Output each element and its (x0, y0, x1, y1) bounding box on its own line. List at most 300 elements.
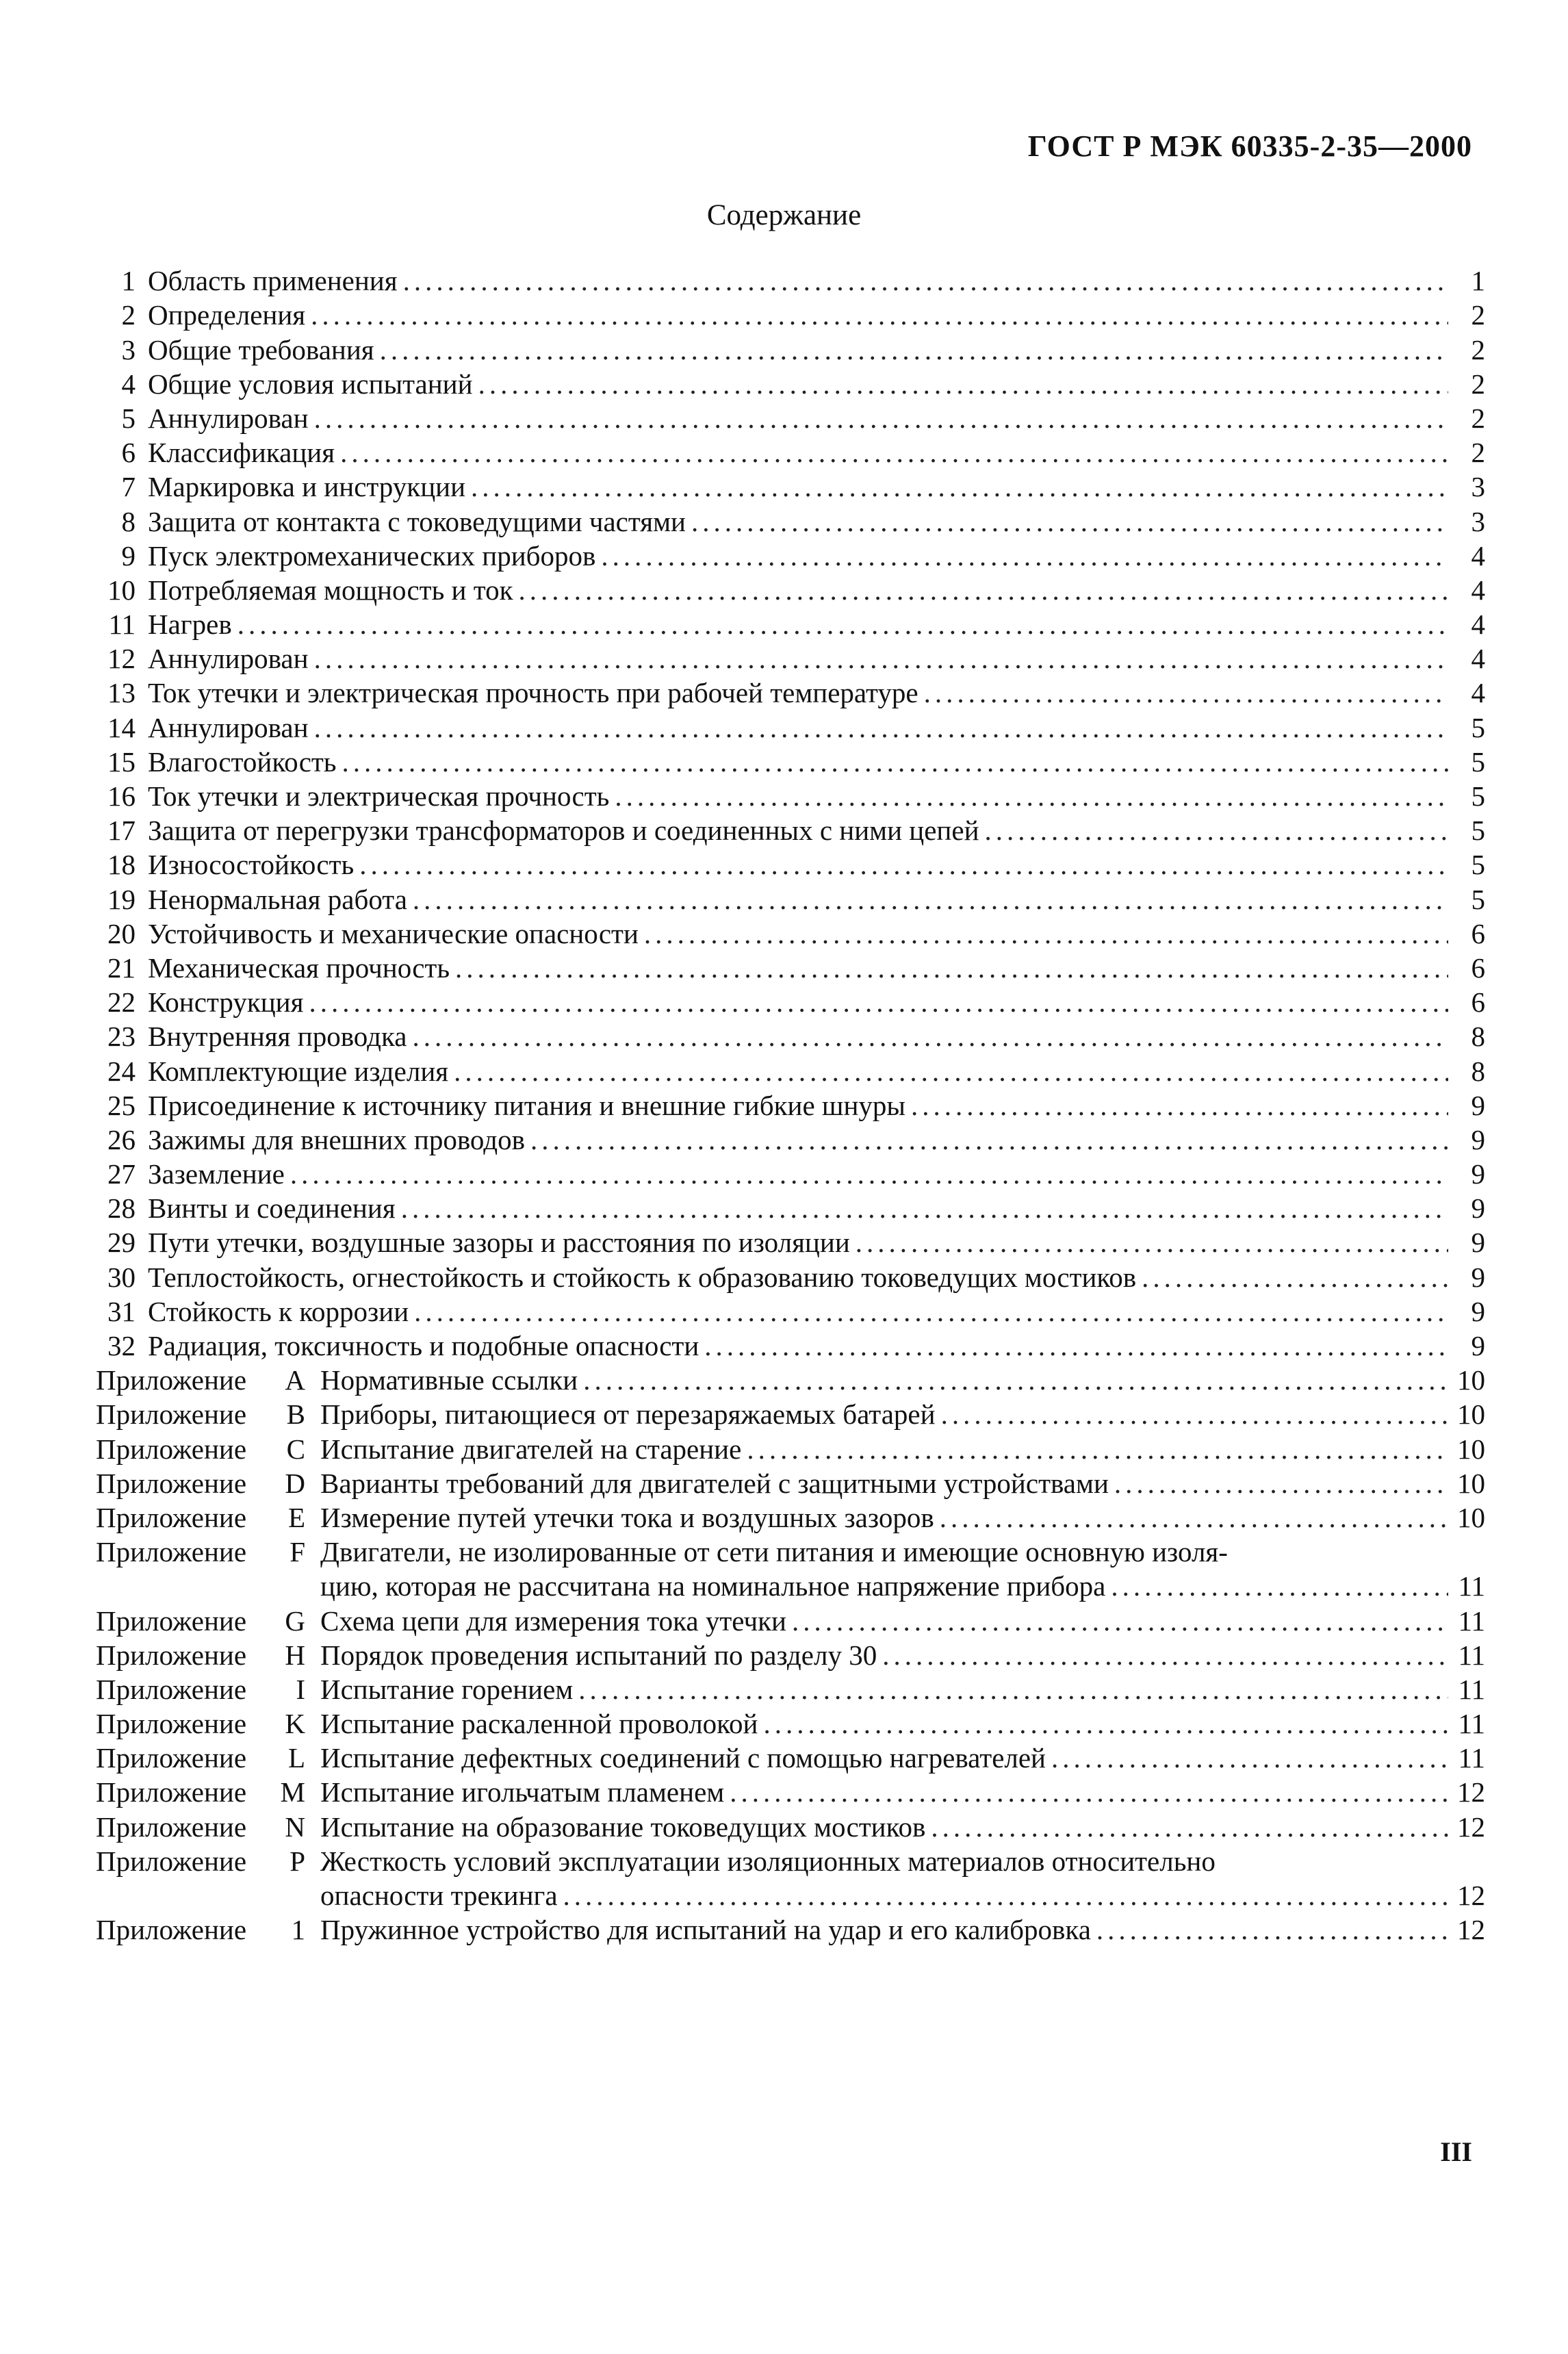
section-title: Защита от контакта с токоведущими частями (148, 505, 686, 537)
section-title: Ток утечки и электрическая прочность (148, 780, 610, 812)
annex-title: Испытание на образование токоведущих мостиков (320, 1811, 926, 1843)
toc-entry[interactable] (96, 1259, 1485, 1294)
entry-body (320, 1672, 1485, 1706)
dot-leader (699, 1329, 1448, 1363)
entry-body (320, 1466, 1485, 1500)
page-ref: 10 (1457, 1433, 1485, 1465)
page-ref: 10 (1457, 1501, 1485, 1533)
page-ref: 5 (1471, 883, 1485, 915)
dot-leader (936, 1397, 1448, 1431)
page-ref: 5 (1471, 745, 1485, 778)
dot-leader (1105, 1569, 1448, 1603)
toc-entry[interactable] (96, 401, 1485, 435)
dot-leader (758, 1706, 1448, 1741)
dot-leader (850, 1225, 1448, 1259)
section-number: 11 (108, 609, 136, 641)
dot-leader (918, 676, 1448, 710)
section-number: 31 (107, 1295, 136, 1327)
section-number: 4 (121, 368, 136, 400)
entry-body (320, 1810, 1485, 1844)
table-of-contents (96, 264, 1485, 1947)
annex-label (96, 1844, 305, 1878)
toc-entry[interactable] (96, 779, 1485, 813)
page-ref: 11 (1458, 1673, 1485, 1705)
entry-body (320, 1397, 1485, 1431)
toc-entry[interactable] (96, 1088, 1485, 1123)
dot-leader (335, 435, 1448, 470)
entry-body (320, 1432, 1485, 1466)
entry-body (148, 1157, 1485, 1191)
section-number: 3 (121, 333, 136, 366)
section-number: 32 (107, 1330, 136, 1361)
section-title: Внутренняя проводка (148, 1021, 407, 1053)
dot-leader (374, 333, 1448, 367)
section-title: Зажимы для внешних проводов (148, 1123, 525, 1155)
page-ref: 9 (1471, 1192, 1485, 1225)
toc-entry[interactable] (96, 882, 1485, 916)
annex-title-cont-line (320, 1569, 1485, 1603)
toc-entry[interactable] (96, 985, 1485, 1019)
dot-leader (741, 1432, 1448, 1466)
dot-leader (786, 1604, 1448, 1638)
entry-body (148, 745, 1485, 779)
toc-entry-annex[interactable] (96, 1363, 1485, 1397)
toc-entry[interactable] (96, 951, 1485, 985)
page-ref: 8 (1471, 1055, 1485, 1087)
toc-entry[interactable] (96, 813, 1485, 847)
annex-title: Порядок проведения испытаний по разделу 30 (320, 1639, 877, 1671)
annex-title: Нормативные ссылки (320, 1364, 578, 1396)
entry-body (148, 573, 1485, 607)
dot-leader (609, 779, 1448, 813)
page-ref: 2 (1471, 402, 1485, 434)
dot-leader (305, 298, 1448, 332)
section-number: 28 (107, 1192, 136, 1225)
section-number: 7 (121, 471, 136, 503)
page-ref: 4 (1471, 643, 1485, 675)
toc-entry[interactable] (96, 298, 1485, 332)
annex-word: Приложение (96, 1604, 247, 1637)
annex-title: Пружинное устройство для испытаний на удар и его калибровка (320, 1914, 1091, 1946)
annex-title-cont-line (320, 1878, 1485, 1912)
section-number: 25 (107, 1089, 136, 1121)
annex-letter: M (280, 1776, 305, 1808)
section-title: Механическая прочность (148, 951, 450, 984)
page-ref: 5 (1471, 780, 1485, 812)
annex-word: Приложение (96, 1673, 247, 1705)
annex-word: Приложение (96, 1742, 247, 1774)
entry-body (148, 1191, 1485, 1225)
annex-letter: B (286, 1398, 305, 1431)
page-ref: 6 (1471, 917, 1485, 949)
section-number: 30 (107, 1261, 136, 1293)
dot-leader (309, 711, 1448, 745)
annex-label (96, 1432, 305, 1466)
page-ref: 2 (1471, 333, 1485, 366)
annex-label (96, 1363, 305, 1397)
entry-body (148, 917, 1485, 951)
section-title: Ненормальная работа (148, 883, 407, 915)
annex-label (96, 1672, 305, 1706)
dot-leader (309, 401, 1448, 435)
entry-body (148, 264, 1485, 298)
section-title: Общие требования (148, 333, 374, 366)
dot-leader (513, 573, 1448, 607)
section-title: Устойчивость и механические опасности (148, 917, 639, 949)
toc-entry[interactable] (96, 1053, 1485, 1088)
page-ref: 11 (1458, 1708, 1485, 1740)
section-number: 27 (107, 1158, 136, 1190)
annex-label (96, 1810, 305, 1844)
dot-leader (396, 1191, 1448, 1225)
section-title: Классификация (148, 437, 335, 469)
page-title: Содержание (706, 199, 862, 231)
page-ref: 9 (1471, 1330, 1485, 1361)
page-ref: 11 (1458, 1742, 1485, 1774)
toc-entry[interactable] (96, 435, 1485, 470)
toc-entry-annex[interactable] (96, 1431, 1485, 1466)
dot-leader (979, 813, 1448, 847)
annex-word: Приложение (96, 1467, 247, 1499)
section-number: 19 (107, 883, 136, 915)
annex-title: Варианты требований для двигателей с защитными устройствами (320, 1467, 1109, 1499)
annex-letter: F (290, 1535, 305, 1568)
annex-letter: I (296, 1673, 305, 1705)
entry-body (320, 1844, 1485, 1912)
entry-body (148, 951, 1485, 985)
annex-word: Приложение (96, 1501, 247, 1533)
dot-leader (309, 641, 1448, 676)
page-ref: 6 (1471, 986, 1485, 1019)
section-number: 15 (107, 745, 136, 778)
page-ref: 2 (1471, 437, 1485, 469)
toc-entry[interactable] (96, 332, 1485, 366)
page-ref: 12 (1457, 1880, 1485, 1912)
section-title: Определения (148, 299, 306, 331)
dot-leader (473, 367, 1448, 401)
page-ref: 9 (1471, 1158, 1485, 1190)
annex-word: Приложение (96, 1398, 247, 1431)
dot-leader (573, 1672, 1448, 1706)
dot-leader (558, 1878, 1448, 1912)
annex-title: Испытание игольчатым пламенем (320, 1776, 725, 1808)
dot-leader (409, 1294, 1448, 1329)
annex-label (96, 1741, 305, 1775)
entry-body (148, 1019, 1485, 1053)
annex-label (96, 1397, 305, 1431)
entry-body (148, 1294, 1485, 1329)
entry-body (148, 1054, 1485, 1088)
toc-entry[interactable] (96, 917, 1485, 951)
section-number: 8 (121, 505, 136, 537)
annex-word: Приложение (96, 1811, 247, 1843)
page-ref: 10 (1457, 1467, 1485, 1499)
section-title: Пуск электромеханических приборов (148, 539, 596, 572)
section-title: Винты и соединения (148, 1192, 396, 1225)
annex-word: Приложение (96, 1845, 247, 1877)
annex-label (96, 1706, 305, 1741)
annex-title-cont: цию, которая не рассчитана на номинальное напряжение прибора (320, 1570, 1106, 1602)
dot-leader (525, 1123, 1448, 1157)
page-number: III (1440, 2136, 1472, 2167)
section-number: 23 (107, 1021, 136, 1053)
annex-letter: P (290, 1845, 305, 1877)
dot-leader (465, 470, 1448, 504)
dot-leader (354, 847, 1448, 882)
page-ref: 12 (1457, 1776, 1485, 1808)
section-number: 21 (107, 951, 136, 984)
page-ref: 3 (1471, 505, 1485, 537)
annex-word: Приложение (96, 1639, 247, 1671)
entry-body (320, 1775, 1485, 1809)
toc-entry[interactable] (96, 1329, 1485, 1363)
document-header: ГОСТ Р МЭК 60335-2-35—2000 (1027, 129, 1472, 163)
toc-entry[interactable] (96, 1191, 1485, 1225)
entry-body (148, 847, 1485, 882)
entry-body (148, 711, 1485, 745)
entry-body (320, 1363, 1485, 1397)
dot-leader (398, 264, 1448, 298)
annex-label (96, 1604, 305, 1638)
page-ref: 9 (1471, 1123, 1485, 1155)
entry-body (148, 298, 1485, 332)
annex-title: Испытание двигателей на старение (320, 1433, 742, 1465)
annex-letter: C (286, 1433, 305, 1465)
toc-entry-annex[interactable] (96, 1535, 1485, 1603)
page-ref: 2 (1471, 368, 1485, 400)
page-ref: 5 (1471, 849, 1485, 881)
entry-body (148, 676, 1485, 710)
page-ref: 9 (1471, 1089, 1485, 1121)
entry-body (320, 1638, 1485, 1672)
page-ref: 5 (1471, 711, 1485, 743)
page-ref: 1 (1471, 265, 1485, 297)
annex-letter: D (285, 1467, 305, 1499)
section-title: Пути утечки, воздушные зазоры и расстояния по изоляции (148, 1227, 850, 1259)
dot-leader (1091, 1912, 1448, 1947)
section-title: Область применения (148, 265, 398, 297)
annex-title-cont: опасности трекинга (320, 1880, 558, 1912)
entry-body (148, 435, 1485, 470)
dot-leader (1136, 1260, 1448, 1294)
toc-entry-annex[interactable] (96, 1603, 1485, 1637)
toc-entry-annex[interactable] (96, 1638, 1485, 1672)
entry-body (148, 333, 1485, 367)
entry-body (148, 882, 1485, 917)
entry-body (148, 1123, 1485, 1157)
page-ref: 11 (1458, 1570, 1485, 1602)
section-number: 16 (107, 780, 136, 812)
section-number: 18 (107, 849, 136, 881)
dot-leader (448, 1054, 1448, 1088)
toc-entry[interactable] (96, 264, 1485, 298)
section-title: Радиация, токсичность и подобные опасности (148, 1330, 699, 1361)
section-title: Конструкция (148, 986, 304, 1019)
entry-body (320, 1500, 1485, 1535)
annex-word: Приложение (96, 1776, 247, 1808)
entry-body (148, 1329, 1485, 1363)
section-number: 13 (107, 677, 136, 709)
dot-leader (724, 1775, 1448, 1809)
annex-letter: K (285, 1708, 305, 1740)
toc-entry[interactable] (96, 1294, 1485, 1329)
toc-entry[interactable] (96, 539, 1485, 573)
dot-leader (407, 882, 1448, 917)
annex-title: Приборы, питающиеся от перезаряжаемых батарей (320, 1398, 936, 1431)
section-number: 29 (107, 1227, 136, 1259)
annex-word: Приложение (96, 1364, 247, 1396)
section-number: 12 (107, 643, 136, 675)
dot-leader (232, 607, 1448, 641)
entry-body (148, 985, 1485, 1019)
toc-entry[interactable] (96, 367, 1485, 401)
section-title: Аннулирован (148, 402, 309, 434)
entry-body (320, 1706, 1485, 1741)
toc-entry-annex[interactable] (96, 1741, 1485, 1775)
entry-body (148, 367, 1485, 401)
section-title: Потребляемая мощность и ток (148, 574, 513, 606)
annex-title: Жесткость условий эксплуатации изоляционных материалов относительно (320, 1845, 1216, 1878)
section-title: Общие условия испытаний (148, 368, 473, 400)
dot-leader (285, 1157, 1448, 1191)
annex-title: Испытание горением (320, 1673, 574, 1705)
page-ref: 10 (1457, 1364, 1485, 1396)
section-number: 26 (107, 1123, 136, 1155)
section-title: Ток утечки и электрическая прочность при рабочей температуре (148, 677, 918, 709)
page-ref: 4 (1471, 677, 1485, 709)
dot-leader (905, 1088, 1448, 1123)
toc-entry[interactable] (96, 1225, 1485, 1259)
section-title: Присоединение к источнику питания и внешние гибкие шнуры (148, 1089, 905, 1121)
entry-body (148, 607, 1485, 641)
toc-entry[interactable] (96, 710, 1485, 744)
dot-leader (578, 1363, 1448, 1397)
entry-body (148, 1225, 1485, 1259)
page-ref: 9 (1471, 1295, 1485, 1327)
entry-body (148, 641, 1485, 676)
page-ref: 4 (1471, 539, 1485, 572)
toc-entry-annex[interactable] (96, 1466, 1485, 1500)
section-number: 5 (121, 402, 136, 434)
entry-body (148, 401, 1485, 435)
entry-body (148, 813, 1485, 847)
toc-entry-annex[interactable] (96, 1809, 1485, 1843)
entry-body (320, 1604, 1485, 1638)
annex-title: Измерение путей утечки тока и воздушных зазоров (320, 1501, 934, 1533)
section-title: Износостойкость (148, 849, 355, 881)
section-title: Заземление (148, 1158, 285, 1190)
entry-body (148, 1260, 1485, 1294)
toc-entry[interactable] (96, 470, 1485, 504)
section-title: Маркировка и инструкции (148, 471, 466, 503)
toc-entry-annex[interactable] (96, 1775, 1485, 1809)
section-title: Комплектующие изделия (148, 1055, 449, 1087)
section-number: 2 (121, 299, 136, 331)
toc-entry-annex[interactable] (96, 1844, 1485, 1912)
dot-leader (925, 1810, 1448, 1844)
toc-entry[interactable] (96, 504, 1485, 538)
annex-letter: A (285, 1364, 305, 1396)
toc-entry-annex[interactable] (96, 1500, 1485, 1535)
section-number: 9 (121, 539, 136, 572)
entry-body (148, 779, 1485, 813)
dot-leader (1046, 1741, 1448, 1775)
toc-entry[interactable] (96, 745, 1485, 779)
dot-leader (877, 1638, 1448, 1672)
annex-title: Испытание дефектных соединений с помощью нагревателей (320, 1742, 1046, 1774)
annex-label (96, 1500, 305, 1535)
page-ref: 9 (1471, 1261, 1485, 1293)
annex-word: Приложение (96, 1708, 247, 1740)
page-ref: 11 (1458, 1604, 1485, 1637)
annex-word: Приложение (96, 1535, 247, 1568)
toc-entry[interactable] (96, 676, 1485, 710)
toc-entry[interactable] (96, 1019, 1485, 1053)
toc-entry-annex[interactable] (96, 1912, 1485, 1947)
dot-leader (337, 745, 1448, 779)
annex-word: Приложение (96, 1433, 247, 1465)
annex-letter: E (287, 1501, 305, 1533)
page-ref: 8 (1471, 1021, 1485, 1053)
section-number: 24 (107, 1055, 136, 1087)
section-title: Теплостойкость, огнестойкость и стойкость к образованию токоведущих мостиков (148, 1261, 1137, 1293)
section-number: 6 (121, 437, 136, 469)
toc-entry[interactable] (96, 607, 1485, 641)
dot-leader (407, 1019, 1448, 1053)
entry-body (148, 470, 1485, 504)
toc-entry-annex[interactable] (96, 1672, 1485, 1706)
section-number: 1 (121, 265, 136, 297)
toc-entry[interactable] (96, 1123, 1485, 1157)
page-ref: 11 (1458, 1639, 1485, 1671)
entry-body (320, 1741, 1485, 1775)
section-title: Стойкость к коррозии (148, 1295, 409, 1327)
annex-label (96, 1535, 305, 1569)
annex-letter: H (285, 1639, 305, 1671)
entry-body (320, 1912, 1485, 1947)
page-ref: 10 (1457, 1398, 1485, 1431)
toc-entry[interactable] (96, 847, 1485, 882)
annex-label (96, 1775, 305, 1809)
dot-leader (934, 1500, 1448, 1535)
section-number: 20 (107, 917, 136, 949)
toc-entry[interactable] (96, 641, 1485, 676)
page-ref: 9 (1471, 1227, 1485, 1259)
section-number: 17 (107, 815, 136, 847)
annex-label (96, 1466, 305, 1500)
section-title: Аннулирован (148, 643, 309, 675)
page-ref: 3 (1471, 471, 1485, 503)
toc-entry[interactable] (96, 573, 1485, 607)
section-number: 10 (107, 574, 136, 606)
annex-word: Приложение (96, 1914, 247, 1946)
dot-leader (1109, 1466, 1448, 1500)
toc-entry[interactable] (96, 1157, 1485, 1191)
annex-letter: 1 (291, 1914, 305, 1946)
page-ref: 4 (1471, 574, 1485, 606)
entry-body (148, 539, 1485, 573)
entry-body (148, 1088, 1485, 1123)
toc-entry-annex[interactable] (96, 1397, 1485, 1431)
annex-title: Схема цепи для измерения тока утечки (320, 1604, 786, 1637)
page-ref: 12 (1457, 1811, 1485, 1843)
dot-leader (686, 504, 1448, 539)
dot-leader (450, 951, 1448, 985)
dot-leader (595, 539, 1448, 573)
toc-entry-annex[interactable] (96, 1706, 1485, 1741)
dot-leader (303, 985, 1448, 1019)
annex-label (96, 1912, 305, 1947)
